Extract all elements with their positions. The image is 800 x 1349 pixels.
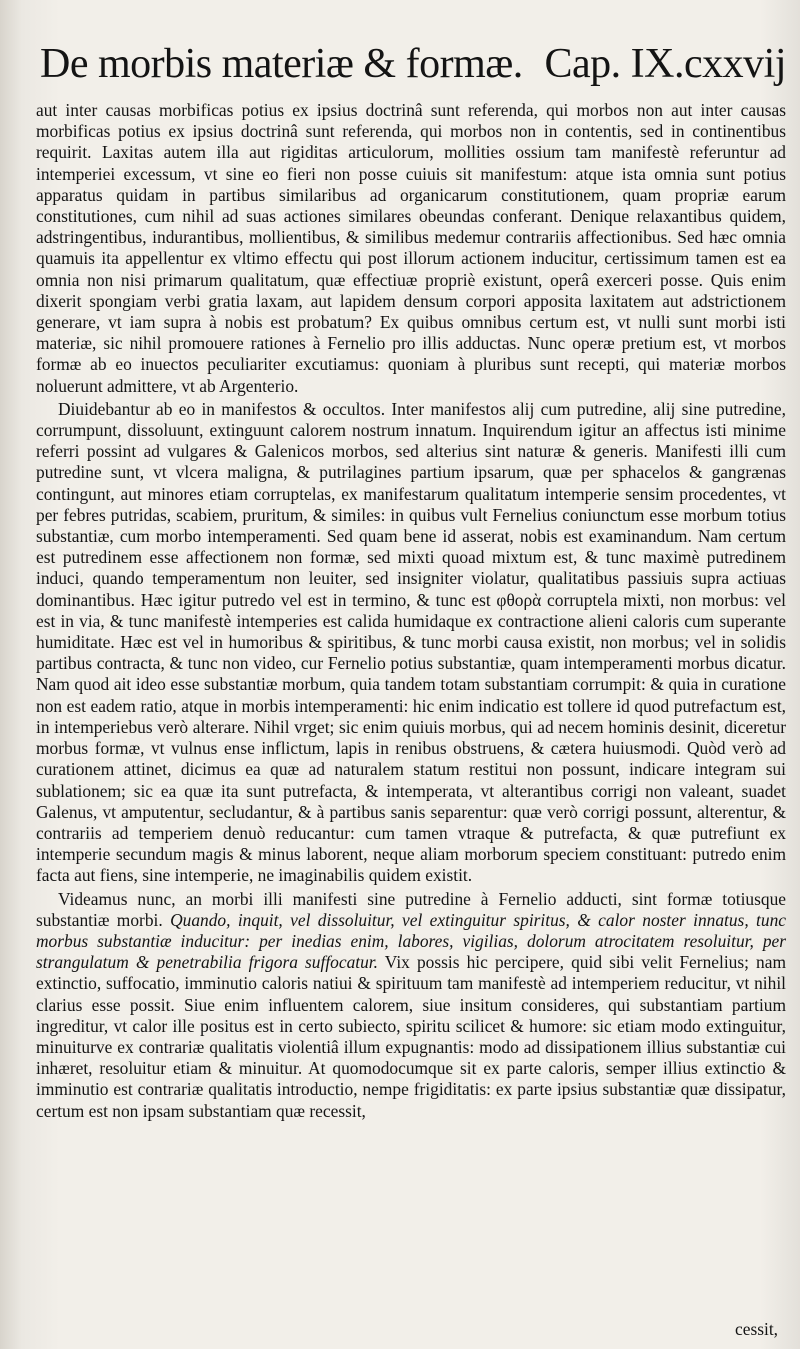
folio-number: cxxvij <box>684 41 786 87</box>
paragraph-3-lead: Videamus nunc, an morbi illi manifesti sine putredine à Fernelio adducti, sint formæ totiusque substantiæ morbi. <box>36 888 786 930</box>
chapter-number: Cap. IX. <box>544 41 685 87</box>
paragraph-3 <box>36 889 786 1122</box>
catchword: cessit, <box>735 1319 778 1339</box>
paragraph-2: Diuidebantur ab eo in manifestos & occultos. Inter manifestos alij cum putredine, alij sine putredine, corrumpunt, dissoluunt, extinguunt calorem nostrum innatum. Inquirendum igitur an affectus isti minime referri possint ad vulgares & Galenicos morbos, sed alterius sint naturæ & generis. Manifesti illi cum putredine sunt, vt vlcera maligna, & putrilagines partium ipsarum, quæ per sphacelos & gangrænas contingunt, aut minores etiam corruptelas, ex manifestarum qualitatum intemperie sensim procedentes, vt per febres putridas, scabiem, pruritum, & similes: in quibus vult Fernelius coniunctum esse morbum totius substantiæ, cum morbo intemperamenti. Sed quam bene id asserat, nobis est examinandum. Nam certum est putredinem esse affectionem non formæ, sed mixti quoad mixtum est, & tunc maximè putredinem induci, quando temperamentum non leuiter, sed insigniter violatur, qualitatibus passiuis supra actiuas dominantibus. Hæc igitur putredo vel est in termino, & tunc est φθορὰ corruptela mixti, non morbus: vel est in via, & tunc manifestè intemperies est calida humidaque ex contractione alieni caloris cum superante humiditate. Hæc est vel in humoribus & spiritibus, & tunc morbi causa existit, non morbus; vel in solidis partibus contracta, & tunc non video, cur Fernelio potius substantiæ, quam intemperamenti morbus dicatur. Nam quod ait ideo esse substantiæ morbum, quia tandem totam substantiam corrumpit: & quia in curatione non est eadem ratio, atque in morbis intemperamenti: hic enim indicatio est tollere id quod putrefactum est, in intemperiebus verò alterare. Nihil vrget; sic enim quiuis morbus, qui ad necem hominis desinit, diceretur morbus formæ, vt vulnus ense inflictum, lapis in renibus obstruens, & cætera huiusmodi. Quòd verò ad curationem attinet, dicimus ea quæ ad naturalem statum restitui non possunt, indicare integram sui sublationem; sic ea quæ ita sunt putrefacta, & intemperata, vt alterantibus corrigi non valeant, suadet Galenus, vt amputentur, secludantur, & à partibus sanis separentur: quæ verò corrigi possunt, alterentur, & contrariis ad temperiem denuò reducantur: cum tamen vtraque & putrefacta, & quæ putrefiunt ex intemperie secundum magis & minus laborent, neque aliam morborum speciem constituant: putredo enim facta aut fiens, sine intemperie, ne imaginabilis quidem existit. <box>36 398 786 886</box>
paragraph-1: aut inter causas morbificas potius ex ipsius doctrinâ sunt referenda, qui morbos non aut inter causas morbificas potius ex ipsius doctrinâ sunt referenda, qui morbos non in contentis, sed in continentibus requirit. Laxitas autem illa aut rigiditas articulorum, mollities ossium tam manifestè referuntur ad intemperiei excessum, vt sine eo fieri non posse cuiuis sit manifestum: atque ista omnia sunt potius apparatus quidam in partibus similaribus ad organicarum constitutionem, quam propriæ earum constitutiones, cum nihil ad suas actiones similares obeundas conferant. Denique relaxantibus quidem, adstringentibus, indurantibus, mollientibus, & similibus medemur contrariis affectionibus. Sed hæc omnia quamuis ita appellentur ex vltimo effectu qui post illorum actionem inducitur, certissimum tamen est ea omnia non nisi primarum qualitatum, quæ effectiuæ propriè existunt, operâ exerceri posse. Quis enim dixerit spongiam verbi gratia laxam, aut lapidem densum corpori apposita laxitatem aut adstrictionem generare, vt iam supra à nobis est probatum? Ex quibus omnibus certum est, vt nulli sunt morbi isti materiæ, sic nihil promouere rationes à Fernelio pro illis adductas. Nunc operæ pretium est, vt morbos formæ ab eo inuectos peculiariter excutiamus: quoniam à pluribus sunt recepti, qui materiæ morbos noluerunt admittere, vt ab Argenterio. <box>36 100 786 396</box>
running-header <box>40 42 786 86</box>
fernel-quotation: Quando, inquit, vel dissoluitur, vel extinguitur spiritus, & calor noster innatus, tunc morbus substantiæ inducitur: per inedias enim, labores, vigilias, dolorum atrocitatem resoluitur, per strangulatum & penetrabilia frigora suffocatur. <box>36 909 786 973</box>
paragraph-3-rest: Vix possis hic percipere, quid sibi velit Fernelius; nam extinctio, suffocatio, imminutio caloris natiui & spirituum tam manifestè ad intemperiem reducitur, vt nihil clarius esse possit. Siue enim influentem calorem, siue insitum consideres, qui substantiam partium ingreditur, vt calor ille positus est in certo subiecto, spiritu scilicet & humore: sic etiam modo extinguitur, minuiturve ex contrariæ qualitatis violentiâ illum expugnantis: modo ad dissipationem illius substantiæ cui inhæret, resoluitur etiam & minuitur. At quomodocumque sit ex parte caloris, semper illius extinctio & imminutio est contrariæ qualitatis introductio, nempe frigiditatis: ex parte ipsius substantiæ quæ dissipatur, certum est non ipsam substantiam quæ recessit, <box>36 952 786 1121</box>
running-title: De morbis materiæ & formæ. <box>40 41 523 87</box>
body-text <box>36 100 786 1122</box>
